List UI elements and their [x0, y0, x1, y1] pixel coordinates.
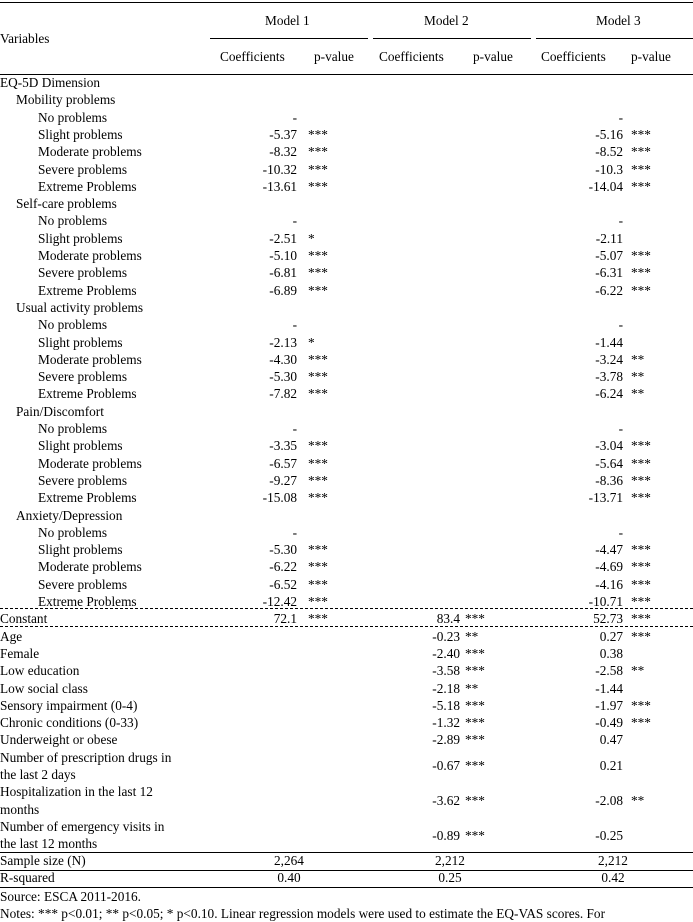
table-row: [0, 335, 693, 352]
m1-significance: ***: [308, 386, 328, 402]
m1-significance: ***: [308, 542, 328, 558]
m3-coefficient: -1.44: [595, 680, 623, 696]
row-label: Low social class: [0, 680, 88, 696]
m3-significance: ***: [631, 472, 651, 488]
table-row: [0, 525, 693, 542]
m3-significance: ***: [631, 161, 651, 177]
m1-significance: ***: [308, 161, 328, 177]
m1-coefficient: -2.51: [269, 230, 297, 246]
table-row: [0, 144, 693, 161]
m1-significance: ***: [308, 248, 328, 263]
table-row: [0, 577, 693, 594]
table-row: [0, 508, 693, 525]
m1-coefficient: -: [292, 421, 297, 436]
m3-significance: **: [631, 663, 645, 679]
m3-significance: ***: [631, 144, 651, 160]
row-label: Severe problems: [38, 265, 127, 281]
row-label: the last 12 months: [0, 836, 98, 852]
m1-coefficient: -5.10: [269, 248, 297, 263]
m1-coefficient: -10.32: [262, 161, 297, 177]
m1-coefficient: -15.08: [262, 490, 297, 506]
m3-significance: ***: [631, 559, 651, 575]
table-row: [0, 386, 693, 403]
table-row: [0, 162, 693, 179]
m1-significance: ***: [308, 265, 328, 281]
row-label: Extreme Problems: [38, 594, 137, 609]
m3-significance: **: [631, 386, 645, 402]
m3-significance: ***: [631, 265, 651, 281]
m3-significance: ***: [631, 697, 651, 713]
m3-significance: ***: [631, 126, 651, 142]
row-label: Severe problems: [38, 369, 127, 385]
constant-top-dashed-rule: [0, 608, 693, 609]
m1-coefficient: -6.57: [269, 455, 297, 471]
row-label: No problems: [38, 317, 108, 333]
m3-coefficient: -: [618, 213, 623, 229]
summary-value-model-2: 2,212: [435, 853, 465, 868]
m3-coefficient: -1.97: [595, 697, 623, 713]
m3-significance: **: [631, 792, 645, 808]
m2-coefficient: -0.23: [432, 628, 460, 644]
row-label: Sensory impairment (0-4): [0, 697, 138, 713]
row-label: Usual activity problems: [16, 299, 144, 315]
source-note: Source: ESCA 2011-2016.: [0, 889, 141, 904]
table-row: [0, 663, 693, 680]
m3-coefficient: 0.21: [599, 758, 623, 774]
table-row: [0, 231, 693, 248]
m3-significance: **: [631, 351, 645, 367]
m1-coefficient: -5.37: [269, 126, 297, 142]
m2-significance: ***: [465, 715, 485, 731]
table-row: [0, 110, 693, 127]
m2-significance: **: [465, 680, 479, 696]
m3-coefficient: -3.78: [595, 369, 623, 385]
table-row: [0, 715, 693, 732]
m1-significance: ***: [308, 490, 328, 506]
header-coefficients-1: Coefficients: [220, 49, 285, 64]
table-row: [0, 213, 693, 230]
m1-coefficient: -5.30: [269, 542, 297, 558]
m3-significance: ***: [631, 715, 651, 731]
m1-coefficient: -6.89: [269, 282, 297, 298]
row-label: Extreme Problems: [38, 282, 137, 298]
m3-coefficient: -10.3: [595, 161, 623, 177]
m1-significance: ***: [308, 351, 328, 367]
row-label: Moderate problems: [38, 144, 142, 160]
row-label: No problems: [38, 213, 108, 229]
row-label: Hospitalization in the last 12: [0, 784, 153, 800]
m1-coefficient: -2.13: [269, 334, 297, 350]
m2-coefficient: 83.4: [436, 611, 460, 627]
m1-significance: *: [308, 230, 315, 246]
summary-value-model-1: 2,264: [274, 853, 304, 868]
row-label: Moderate problems: [38, 559, 142, 575]
table-row: [0, 784, 693, 819]
m2-coefficient: -2.89: [432, 732, 460, 748]
m1-coefficient: -: [292, 109, 297, 125]
table-row: [0, 542, 693, 559]
row-label: Anxiety/Depression: [16, 507, 123, 523]
m1-significance: *: [308, 334, 315, 350]
m3-significance: ***: [631, 178, 651, 194]
m3-coefficient: -: [618, 524, 623, 540]
m3-coefficient: -0.25: [595, 827, 623, 843]
row-label: No problems: [38, 524, 108, 540]
m2-coefficient: -0.67: [432, 758, 460, 774]
m3-coefficient: -0.49: [595, 715, 623, 731]
summary-label: Sample size (N): [0, 853, 86, 868]
table-row: [0, 646, 693, 663]
row-label: Female: [0, 645, 40, 661]
row-label: Number of prescription drugs in: [0, 749, 172, 765]
row-label: Moderate problems: [38, 351, 142, 367]
significance-notes: Notes: *** p<0.01; ** p<0.05; * p<0.10. Linear regression models were used to estimate the EQ-VAS scores. For: [0, 906, 606, 921]
m3-coefficient: -: [618, 109, 623, 125]
m3-significance: ***: [631, 438, 651, 454]
row-label: Constant: [0, 611, 48, 627]
row-label: Slight problems: [38, 542, 123, 558]
m3-significance: ***: [631, 248, 651, 263]
row-label: Extreme Problems: [38, 386, 137, 402]
m3-coefficient: -6.22: [595, 282, 623, 298]
m3-coefficient: 0.27: [599, 628, 623, 644]
row-label: Severe problems: [38, 161, 127, 177]
m3-coefficient: -8.36: [595, 472, 623, 488]
table-row: [0, 127, 693, 144]
table-row: [0, 629, 693, 646]
table-top-rule: [0, 2, 693, 3]
table-row: [0, 698, 693, 715]
table-row: [0, 438, 693, 455]
m2-significance: ***: [465, 732, 485, 748]
m3-significance: ***: [631, 455, 651, 471]
header-model-1: Model 1: [265, 13, 310, 28]
table-row: [0, 421, 693, 438]
header-pvalue-2: p-value: [473, 49, 513, 64]
m2-coefficient: -5.18: [432, 697, 460, 713]
table-row: [0, 732, 693, 749]
m3-coefficient: -2.11: [595, 230, 623, 246]
summary-label: R-squared: [0, 870, 55, 886]
m3-coefficient: -: [618, 317, 623, 333]
header-pvalue-1: p-value: [314, 49, 354, 64]
row-label: Moderate problems: [38, 248, 142, 263]
row-label: Pain/Discomfort: [16, 403, 104, 419]
row-label: Slight problems: [38, 230, 123, 246]
m1-coefficient: -: [292, 317, 297, 333]
header-variables: Variables: [0, 31, 50, 46]
m3-coefficient: -5.07: [595, 248, 623, 263]
row-label: Underweight or obese: [0, 732, 118, 748]
row-label: Extreme Problems: [38, 490, 137, 506]
summary-row: [0, 853, 693, 870]
m3-coefficient: -4.69: [595, 559, 623, 575]
summary-value-model-2: 0.25: [438, 870, 462, 886]
row-label: Severe problems: [38, 576, 127, 592]
m1-coefficient: -3.35: [269, 438, 297, 454]
m2-coefficient: -1.32: [432, 715, 460, 731]
table-row: [0, 265, 693, 282]
table-row: [0, 196, 693, 213]
header-coefficients-2: Coefficients: [379, 49, 444, 64]
table-row: [0, 352, 693, 369]
m3-significance: ***: [631, 628, 651, 644]
m2-coefficient: -3.62: [432, 792, 460, 808]
m1-coefficient: -12.42: [262, 594, 297, 609]
table-row: [0, 456, 693, 473]
header-pvalue-3: p-value: [631, 49, 671, 64]
m1-coefficient: -9.27: [269, 472, 297, 488]
m1-significance: ***: [308, 472, 328, 488]
summary-row: [0, 870, 693, 887]
m1-coefficient: -7.82: [269, 386, 297, 402]
m3-significance: ***: [631, 282, 651, 298]
m1-coefficient: -6.81: [269, 265, 297, 281]
table-row: [0, 819, 693, 854]
m3-coefficient: -: [618, 421, 623, 436]
model-2-underline: [373, 38, 531, 39]
header-coefficients-3: Coefficients: [541, 49, 606, 64]
table-row: [0, 681, 693, 698]
row-label: Age: [0, 628, 23, 644]
m1-significance: ***: [308, 126, 328, 142]
m3-coefficient: -2.58: [595, 663, 623, 679]
m2-significance: **: [465, 628, 479, 644]
m1-coefficient: -: [292, 524, 297, 540]
m3-coefficient: -13.71: [588, 490, 623, 506]
m3-significance: ***: [631, 490, 651, 506]
m2-significance: ***: [465, 663, 485, 679]
constant-bottom-dashed-rule: [0, 626, 693, 627]
m1-coefficient: -5.30: [269, 369, 297, 385]
row-label: Low education: [0, 663, 80, 679]
m2-significance: ***: [465, 758, 485, 774]
row-label: the last 2 days: [0, 766, 76, 782]
m1-significance: ***: [308, 438, 328, 454]
row-label: months: [0, 801, 40, 817]
m3-coefficient: 52.73: [593, 611, 623, 627]
m2-coefficient: -2.40: [432, 645, 460, 661]
table-row: [0, 317, 693, 334]
header-model-2: Model 2: [424, 13, 469, 28]
table-row: [0, 75, 693, 92]
table-row: [0, 283, 693, 300]
summary-value-model-3: 2,212: [598, 853, 628, 868]
m3-coefficient: 0.38: [599, 645, 623, 661]
m3-significance: ***: [631, 611, 651, 627]
row-label: Mobility problems: [16, 92, 116, 108]
m1-significance: ***: [308, 369, 328, 385]
m2-significance: ***: [465, 611, 485, 627]
m3-significance: ***: [631, 542, 651, 558]
m2-coefficient: -3.58: [432, 663, 460, 679]
m3-coefficient: -14.04: [588, 178, 623, 194]
table-row: [0, 92, 693, 109]
m3-coefficient: -6.31: [595, 265, 623, 281]
m3-coefficient: -4.16: [595, 576, 623, 592]
table-row: [0, 248, 693, 265]
m1-coefficient: -8.32: [269, 144, 297, 160]
row-label: Self-care problems: [16, 196, 117, 212]
model-1-underline: [210, 38, 368, 39]
row-label: Number of emergency visits in: [0, 818, 165, 834]
m1-coefficient: 72.1: [273, 611, 297, 627]
m2-significance: ***: [465, 792, 485, 808]
row-label: Severe problems: [38, 472, 127, 488]
m1-coefficient: -4.30: [269, 351, 297, 367]
m2-coefficient: -2.18: [432, 680, 460, 696]
row-label: No problems: [38, 109, 108, 125]
row-label: No problems: [38, 421, 108, 436]
m1-significance: ***: [308, 594, 328, 609]
m1-significance: ***: [308, 178, 328, 194]
m3-coefficient: -6.24: [595, 386, 623, 402]
m1-coefficient: -6.22: [269, 559, 297, 575]
model-3-underline: [536, 38, 693, 39]
table-row: [0, 473, 693, 490]
m3-coefficient: -5.16: [595, 126, 623, 142]
table-row: [0, 750, 693, 785]
table-row: [0, 490, 693, 507]
summary-value-model-1: 0.40: [277, 870, 301, 886]
m1-significance: ***: [308, 282, 328, 298]
summary-value-model-3: 0.42: [601, 870, 625, 886]
m3-coefficient: 0.47: [599, 732, 623, 748]
m3-coefficient: -2.08: [595, 792, 623, 808]
table-row: [0, 179, 693, 196]
m3-coefficient: -8.52: [595, 144, 623, 160]
table-row: [0, 369, 693, 386]
m1-significance: ***: [308, 559, 328, 575]
m1-coefficient: -: [292, 213, 297, 229]
m3-significance: ***: [631, 594, 651, 609]
row-label: Slight problems: [38, 334, 123, 350]
row-label: Slight problems: [38, 126, 123, 142]
m3-coefficient: -10.71: [588, 594, 623, 609]
m3-coefficient: -4.47: [595, 542, 623, 558]
header-model-3: Model 3: [596, 13, 641, 28]
row-label: Extreme Problems: [38, 178, 137, 194]
m3-significance: **: [631, 369, 645, 385]
m1-coefficient: -6.52: [269, 576, 297, 592]
table-row: [0, 300, 693, 317]
row-label: EQ-5D Dimension: [0, 75, 101, 90]
row-label: Chronic conditions (0-33): [0, 715, 139, 731]
table-row: [0, 404, 693, 421]
m2-significance: ***: [465, 645, 485, 661]
m3-significance: ***: [631, 576, 651, 592]
table-row: [0, 559, 693, 576]
m3-coefficient: -3.04: [595, 438, 623, 454]
m2-significance: ***: [465, 827, 485, 843]
row-label: Moderate problems: [38, 455, 142, 471]
m1-significance: ***: [308, 611, 328, 627]
m1-significance: ***: [308, 576, 328, 592]
m3-coefficient: -1.44: [595, 334, 623, 350]
m1-coefficient: -13.61: [262, 178, 297, 194]
m2-coefficient: -0.89: [432, 827, 460, 843]
row-label: Slight problems: [38, 438, 123, 454]
m2-significance: ***: [465, 697, 485, 713]
m3-coefficient: -5.64: [595, 455, 623, 471]
m1-significance: ***: [308, 455, 328, 471]
m1-significance: ***: [308, 144, 328, 160]
m3-coefficient: -3.24: [595, 351, 623, 367]
